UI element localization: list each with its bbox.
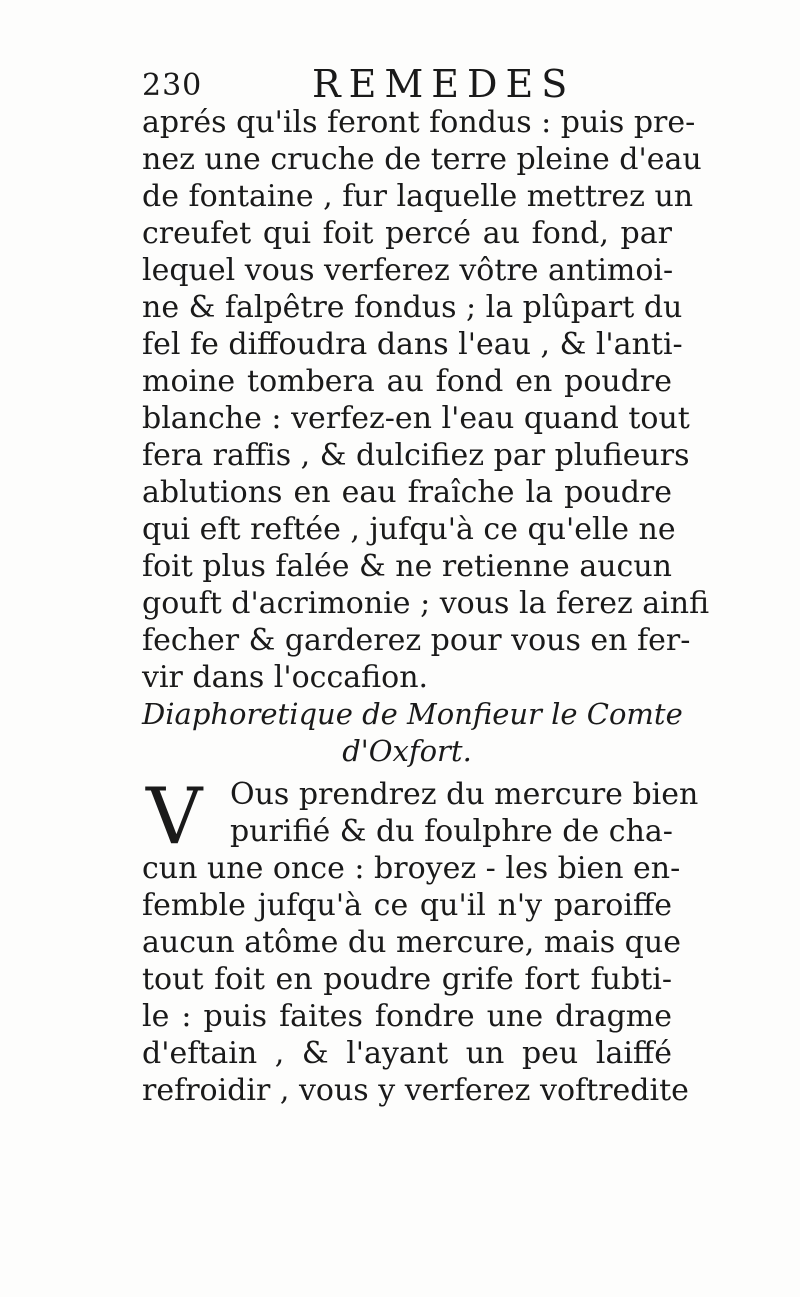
text-line: nez une cruche de terre pleine d'eau <box>142 142 702 177</box>
body-text <box>142 104 710 1109</box>
text-line: blanche : verfez-en l'eau quand tout <box>142 401 690 436</box>
text-line: moine tombera au fond en poudre <box>142 364 672 399</box>
heading-line-1: Diaphoretique de Monfieur le Comte <box>142 697 683 731</box>
text-line: foit plus falée & ne retienne aucun <box>142 549 672 584</box>
text-line: tout foit en poudre grife fort fubti- <box>142 962 672 997</box>
page-header <box>142 62 682 106</box>
text-line: aucun atôme du mercure, mais que <box>142 925 681 960</box>
text-line: cun une once : broyez - les bien en- <box>142 851 681 886</box>
text-line: ne & falpêtre fondus ; la plûpart du <box>142 290 683 325</box>
text-line: refroidir , vous y verferez voftredite <box>142 1073 689 1108</box>
section-heading <box>142 696 683 770</box>
text-line: vir dans l'occafion. <box>142 660 429 695</box>
text-line: fera raffis , & dulcifiez par plufieurs <box>142 438 690 473</box>
page-number: 230 <box>142 68 203 103</box>
text-line: lequel vous verferez vôtre antimoi- <box>142 253 674 288</box>
paragraph-2 <box>142 772 699 1109</box>
text-line: creufet qui foit percé au fond, par <box>142 216 672 251</box>
text-line: fel fe diffoudra dans l'eau , & l'anti- <box>142 327 683 362</box>
text-line: ablutions en eau fraîche la poudre <box>142 475 672 510</box>
text-line: gouft d'acrimonie ; vous la ferez ainfi <box>142 586 710 621</box>
text-line: femble jufqu'à ce qu'il n'y paroiffe <box>142 888 672 923</box>
heading-line-2: d'Oxfort. <box>342 734 472 768</box>
text-line: aprés qu'ils feront fondus : puis pre- <box>142 105 696 140</box>
paragraph-1 <box>142 104 710 696</box>
drop-cap: V <box>146 772 203 862</box>
text-line: purifié & du foulphre de cha- <box>230 814 673 849</box>
text-line: Ous prendrez du mercure bien <box>230 777 699 812</box>
running-head: REMEDES <box>312 62 576 106</box>
text-line: qui eft reftée , jufqu'à ce qu'elle ne <box>142 512 676 547</box>
text-line: d'eftain , & l'ayant un peu laiffé <box>142 1036 672 1071</box>
text-line: le : puis faites fondre une dragme <box>142 999 672 1034</box>
text-line: de fontaine , fur laquelle mettrez un <box>142 179 694 214</box>
text-line: fecher & garderez pour vous en fer- <box>142 623 691 658</box>
